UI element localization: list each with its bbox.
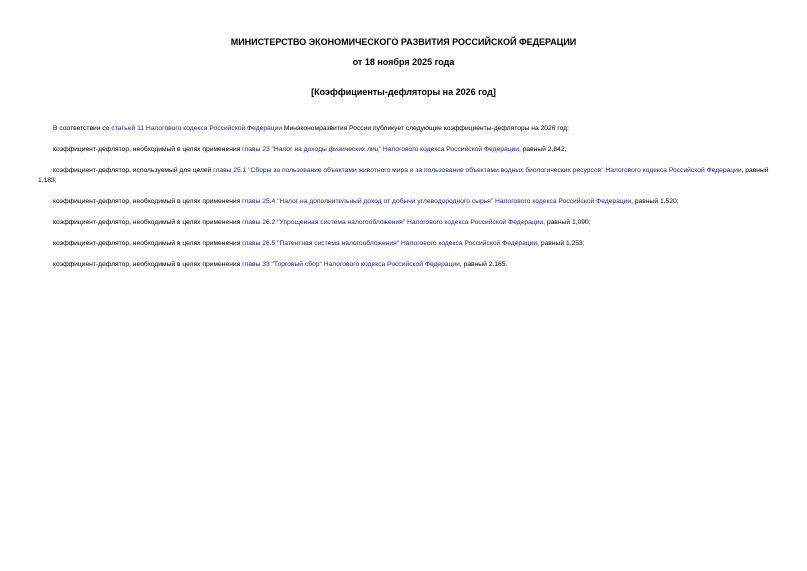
item-text-after: , равный 2,842; — [519, 146, 567, 153]
item-text-before: коэффициент-дефлятор, используемый для целей — [53, 167, 214, 174]
item-link-ch23[interactable]: главы 23 "Налог на доходы физических лиц" Налогового кодекса Российской Федерации — [242, 146, 519, 153]
intro-paragraph — [38, 124, 772, 134]
list-item-ch26-2 — [38, 218, 772, 228]
item-text-before: коэффициент-дефлятор, необходимый в целях применения — [53, 198, 243, 205]
item-text-before: коэффициент-дефлятор, необходимый в целях применения — [53, 240, 243, 247]
item-text-before: коэффициент-дефлятор, необходимый в целях применения — [53, 146, 243, 153]
item-link-ch25-1[interactable]: главы 25.1 "Сборы за пользование объектами животного мира и за пользование объектами водных биологических ресурсов" Налогового кодекса Российской Федерации — [213, 167, 742, 174]
list-item-ch33 — [38, 260, 772, 270]
item-text-after: , равный 1,183; — [38, 167, 769, 184]
item-text-before: коэффициент-дефлятор, необходимый в целях применения — [53, 261, 243, 268]
ministry-heading: МИНИСТЕРСТВО ЭКОНОМИЧЕСКОГО РАЗВИТИЯ РОССИЙСКОЙ ФЕДЕРАЦИИ — [230, 37, 577, 47]
item-text-after: , равный 2,165. — [459, 261, 508, 268]
list-item-ch26-5 — [38, 239, 772, 249]
item-text-before: коэффициент-дефлятор, необходимый в целях применения — [53, 219, 243, 226]
intro-text-after: Минэкономразвития России публикует следующие коэффициенты-дефляторы на 2026 год: — [282, 125, 569, 132]
item-link-ch33[interactable]: главы 33 "Торговый сбор" Налогового кодекса Российской Федерации — [242, 261, 460, 268]
item-link-ch26-5[interactable]: главы 26.5 "Патентная система налогообложения" Налогового кодекса Российской Федерации — [242, 240, 538, 247]
list-item-ch25-4 — [38, 197, 772, 207]
document-date: от 18 ноября 2025 года — [352, 57, 455, 67]
intro-text-before: В соответствии со — [53, 125, 112, 132]
item-text-after: , равный 1,253; — [537, 240, 585, 247]
intro-article-link[interactable]: статьей 11 Налогового кодекса Российской Федерации — [111, 125, 283, 132]
document-title: [Коэффициенты-дефляторы на 2026 год] — [311, 87, 496, 97]
item-link-ch25-4[interactable]: главы 25.4 "Налог на дополнительный доход от добычи углеводородного сырья" Налогового кодекса Российской Федерации — [242, 198, 632, 205]
list-item-ch25-1 — [38, 166, 774, 186]
item-link-ch26-2[interactable]: главы 26.2 "Упрощенная система налогообложения" Налогового кодекса Российской Федерации — [242, 219, 544, 226]
item-text-after: , равный 1,090; — [543, 219, 591, 226]
list-item-ch23 — [38, 145, 772, 155]
item-text-after: , равный 1,520; — [631, 198, 679, 205]
